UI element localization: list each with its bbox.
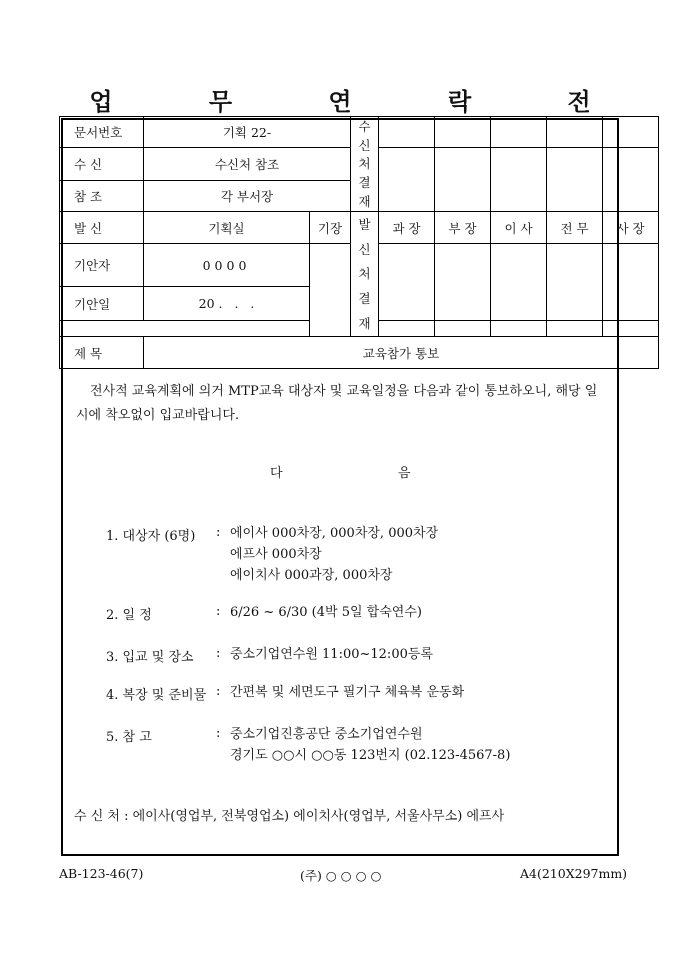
reference-value: 각 부서장 [144, 181, 351, 212]
recv-approval-cell[interactable] [547, 117, 603, 148]
doc-number-value: 기획 22- [144, 117, 351, 148]
item-line: 에이사 000차장, 000차장, 000차장 [230, 526, 439, 541]
recv-approval-cell[interactable] [491, 148, 547, 212]
spacer-cell [60, 321, 310, 337]
recv-approval-cell[interactable] [435, 148, 491, 212]
role-signature-cell[interactable] [310, 244, 351, 337]
recv-approval-cell[interactable] [603, 117, 659, 148]
item-line: 에이치사 000과장, 000차장 [230, 568, 393, 583]
send-date-cell [435, 321, 491, 337]
recv-approval-cell[interactable] [379, 117, 435, 148]
da-left: 다 [270, 466, 283, 481]
recv-approval-cell[interactable] [603, 148, 659, 212]
send-approval-label: 발 신 처 결 재 [351, 212, 379, 337]
send-approval-cell[interactable] [491, 244, 547, 321]
da-right: 음 [398, 466, 411, 481]
approval-title-manager: 과 장 [379, 212, 435, 244]
recipient-label: 수 신 [60, 148, 144, 181]
send-date-cell [547, 321, 603, 337]
approval-title-general-manager: 부 장 [435, 212, 491, 244]
paper-size: A4(210X297mm) [520, 866, 628, 881]
item-line: 간편복 및 세면도구 필기구 체육복 운동화 [230, 685, 465, 700]
recipient-value: 수신처 참조 [144, 148, 351, 181]
drafter-value: 0000 [144, 244, 310, 287]
recv-approval-cell[interactable] [435, 117, 491, 148]
receivers-line: 수 신 처 : 에이사(영업부, 전북영업소) 에이치사(영업부, 서울사무소) 에프사 [74, 809, 505, 824]
drafter-label: 기안자 [60, 244, 144, 287]
doc-number-label: 문서번호 [60, 117, 144, 148]
send-approval-cell[interactable] [435, 244, 491, 321]
send-approval-cell[interactable] [547, 244, 603, 321]
intro-paragraph: 전사적 교육계획에 의거 MTP교육 대상자 및 교육일정을 다음과 같이 통보하오니, 해당 일시에 착오없이 입교바랍니다. [76, 384, 598, 423]
approval-title-executive: 전 무 [547, 212, 603, 244]
company-name: (주) ○ ○ ○ ○ [300, 868, 382, 883]
item-line: 경기도 ○○시 ○○동 123번지 (02.123-4567-8) [230, 748, 511, 763]
subject-value: 교육참가 통보 [144, 337, 659, 369]
sender-role: 기장 [310, 212, 351, 244]
approval-title-president: 사 장 [603, 212, 659, 244]
send-approval-cell[interactable] [603, 244, 659, 321]
item-line: 중소기업진흥공단 중소기업연수원 [230, 727, 423, 742]
sender-value: 기획실 [144, 212, 310, 244]
recv-approval-label: 수 신 처 결 재 [351, 117, 379, 212]
recv-approval-cell[interactable] [547, 148, 603, 212]
form-code: AB-123-46(7) [59, 866, 144, 881]
draft-date-value: 20 . . . [144, 287, 310, 321]
send-approval-cell[interactable] [379, 244, 435, 321]
send-date-cell [491, 321, 547, 337]
send-date-cell [603, 321, 659, 337]
subject-label: 제 목 [60, 337, 144, 369]
draft-date-label: 기안일 [60, 287, 144, 321]
recv-approval-cell[interactable] [379, 148, 435, 212]
item-line: 에프사 000차장 [230, 547, 322, 562]
document-title: 업 무 연 락 전 [89, 87, 635, 116]
reference-label: 참 조 [60, 181, 144, 212]
item-line: 중소기업연수원 11:00~12:00등록 [230, 647, 433, 662]
sender-label: 발 신 [60, 212, 144, 244]
approval-title-director: 이 사 [491, 212, 547, 244]
recv-approval-cell[interactable] [491, 117, 547, 148]
header-table [59, 116, 659, 369]
send-date-cell [379, 321, 435, 337]
item-line: 6/26 ~ 6/30 (4박 5일 합숙연수) [230, 605, 422, 620]
